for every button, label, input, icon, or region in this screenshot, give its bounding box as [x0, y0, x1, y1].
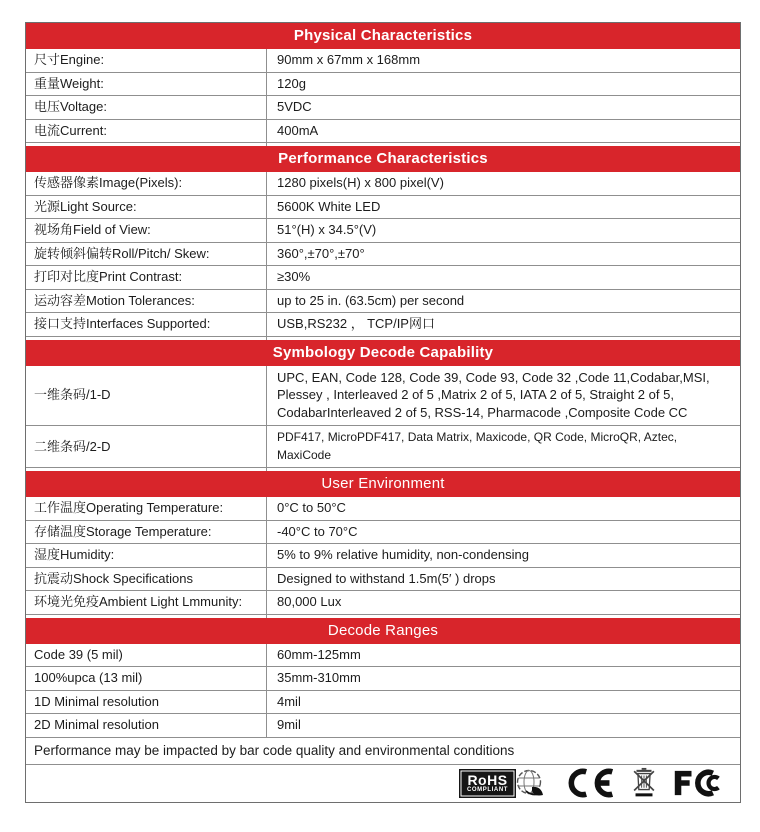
row-label: 打印对比度Print Contrast:: [26, 266, 267, 289]
table-row: [26, 196, 740, 220]
row-label: 100%upca (13 mil): [26, 667, 267, 690]
table-row: [26, 644, 740, 668]
table-row: [26, 172, 740, 196]
row-value: PDF417, MicroPDF417, Data Matrix, Maxicode, QR Code, MicroQR, Aztec, MaxiCode: [277, 430, 678, 462]
row-label: 环境光免疫Ambient Light Lmmunity:: [26, 591, 267, 614]
row-label: 抗震动Shock Specifications: [26, 568, 267, 591]
row-label: 电流Current:: [26, 120, 267, 143]
table-row: [26, 49, 740, 73]
table-row: [26, 544, 740, 568]
section-header: Performance Characteristics: [26, 146, 740, 172]
rohs-compliant-badge: [459, 769, 516, 798]
row-label: 光源Light Source:: [26, 196, 267, 219]
table-row: [26, 521, 740, 545]
table-row: [26, 313, 740, 337]
table-row: [26, 290, 740, 314]
row-label: 传感器像素Image(Pixels):: [26, 172, 267, 195]
eco-globe-stamp-icon: [514, 767, 547, 800]
row-label: Code 39 (5 mil): [26, 644, 267, 667]
sections: [26, 23, 740, 738]
section-header: Physical Characteristics: [26, 23, 740, 49]
row-value: 5% to 9% relative humidity, non-condensing: [277, 547, 529, 563]
row-value: 400mA: [277, 122, 319, 138]
rohs-group: [459, 767, 547, 800]
section-gap: [26, 143, 740, 146]
table-row: [26, 497, 740, 521]
table-row: [26, 73, 740, 97]
table-row: [26, 426, 740, 468]
section-gap: [26, 337, 740, 340]
row-label: 1D Minimal resolution: [26, 691, 267, 714]
row-label: 工作温度Operating Temperature:: [26, 497, 267, 520]
section-gap: [26, 615, 740, 618]
row-label: 二维条码/2-D: [26, 426, 267, 467]
row-value: 360°,±70°,±70°: [277, 245, 365, 261]
table-row: [26, 691, 740, 715]
table-row: [26, 366, 740, 427]
rohs-badge-title: RoHS: [467, 771, 508, 788]
table-row: [26, 266, 740, 290]
row-value: 120g: [277, 75, 306, 91]
table-row: [26, 243, 740, 267]
ce-mark-icon: [562, 767, 616, 799]
row-value: USB,RS232 ， TCP/IP网口: [277, 316, 435, 332]
performance-note-text: Performance may be impacted by bar code quality and environmental conditions: [34, 743, 515, 759]
row-label: 一维条码/1-D: [26, 366, 267, 426]
row-value: 5VDC: [277, 99, 312, 115]
row-label: 旋转倾斜偏转Roll/Pitch/ Skew:: [26, 243, 267, 266]
section-header: Decode Ranges: [26, 618, 740, 644]
row-value: 35mm-310mm: [277, 670, 361, 686]
spec-table: [25, 22, 741, 803]
table-row: [26, 219, 740, 243]
row-value: 4mil: [277, 693, 301, 709]
performance-note-row: [26, 738, 740, 765]
table-row: [26, 96, 740, 120]
row-value: 51°(H) x 34.5°(V): [277, 222, 377, 238]
table-row: [26, 568, 740, 592]
fcc-mark-icon: [672, 768, 724, 798]
table-row: [26, 120, 740, 144]
row-value: 80,000 Lux: [277, 594, 342, 610]
row-label: 存储温度Storage Temperature:: [26, 521, 267, 544]
row-value: 60mm-125mm: [277, 646, 361, 662]
row-label: 2D Minimal resolution: [26, 714, 267, 737]
row-label: 运动容差Motion Tolerances:: [26, 290, 267, 313]
row-label: 重量Weight:: [26, 73, 267, 96]
section-header: User Environment: [26, 471, 740, 497]
row-label: 湿度Humidity:: [26, 544, 267, 567]
row-label: 尺寸Engine:: [26, 49, 267, 72]
table-row: [26, 714, 740, 738]
row-value: -40°C to 70°C: [277, 523, 358, 539]
row-value: 0°C to 50°C: [277, 500, 346, 516]
weee-bin-icon: [631, 767, 657, 799]
row-value: 1280 pixels(H) x 800 pixel(V): [277, 175, 444, 191]
row-value: up to 25 in. (63.5cm) per second: [277, 292, 465, 308]
row-value: UPC, EAN, Code 128, Code 39, Code 93, Code 32 ,Code 11,Codabar,MSI, Plessey , Interleaved 2 of 5 ,Matrix 2 of 5, IATA 2 of 5, Straight 2 of 5, CodabarInterleaved 2 of 5, RSS-14, Pharmacode ,Composite Code CC: [277, 369, 710, 421]
row-value: 9mil: [277, 717, 301, 733]
certification-logos-row: [26, 765, 740, 802]
row-value: 90mm x 67mm x 168mm: [277, 52, 421, 68]
row-label: 接口支持Interfaces Supported:: [26, 313, 267, 336]
table-row: [26, 591, 740, 615]
section-header: Symbology Decode Capability: [26, 340, 740, 366]
row-value: Designed to withstand 1.5m(5′ ) drops: [277, 570, 496, 586]
section-gap: [26, 468, 740, 471]
table-row: [26, 667, 740, 691]
row-label: 视场角Field of View:: [26, 219, 267, 242]
rohs-badge-subtitle: COMPLIANT: [466, 786, 509, 793]
row-value: ≥30%: [277, 269, 311, 285]
row-value: 5600K White LED: [277, 198, 381, 214]
row-label: 电压Voltage:: [26, 96, 267, 119]
